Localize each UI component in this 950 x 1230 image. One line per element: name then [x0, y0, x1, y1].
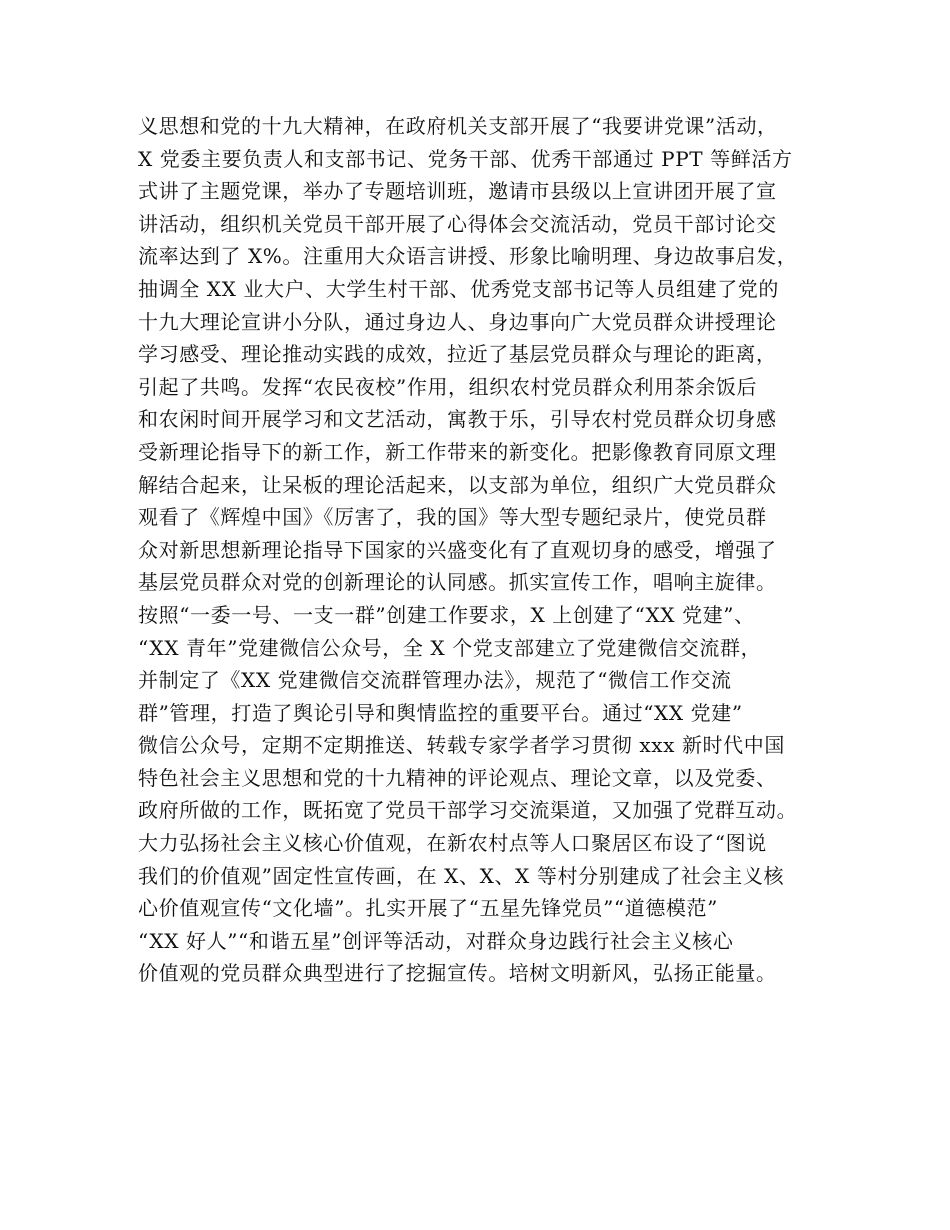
text-line: 按照“一委一号、一支一群”创建工作要求，X 上创建了“XX 党建”、 — [138, 602, 755, 627]
body-paragraph — [138, 110, 838, 990]
text-line: 特色社会主义思想和党的十九精神的评论观点、理论文章，以及党委、 — [138, 765, 777, 790]
text-line: 众对新思想新理论指导下国家的兴盛变化有了直观切身的感受，增强了 — [138, 537, 777, 562]
text-line: 十九大理论宣讲小分队，通过身边人、身边事向广大党员群众讲授理论 — [138, 309, 777, 334]
text-line: 群”管理，打造了舆论引导和舆情监控的重要平台。通过“XX 党建” — [138, 700, 743, 725]
text-line: 微信公众号，定期不定期推送、转载专家学者学习贯彻 xxx 新时代中国 — [138, 733, 785, 758]
text-line: 解结合起来，让呆板的理论活起来，以支部为单位，组织广大党员群众 — [138, 472, 777, 497]
text-line: 和农闲时间开展学习和文艺活动，寓教于乐，引导农村党员群众切身感 — [138, 407, 777, 432]
text-line: 受新理论指导下的新工作，新工作带来的新变化。把影像教育同原文理 — [138, 439, 777, 464]
text-line: 价值观的党员群众典型进行了挖掘宣传。培树文明新风，弘扬正能量。 — [138, 961, 777, 986]
text-line: 我们的价值观”固定性宣传画，在 X、X、X 等村分别建成了社会主义核 — [138, 863, 785, 888]
text-line: 并制定了《XX 党建微信交流群管理办法》，规范了“微信工作交流 — [138, 668, 732, 693]
text-line: 心价值观宣传“文化墙”。扎实开展了“五星先锋党员”“道德模范” — [138, 896, 718, 921]
text-line: “XX 青年”党建微信公众号，全 X 个党支部建立了党建微信交流群， — [138, 635, 762, 660]
text-line: 流率达到了 X%。注重用大众语言讲授、形象比喻明理、身边故事启发， — [138, 244, 798, 269]
text-line: 义思想和党的十九大精神，在政府机关支部开展了“我要讲党课”活动， — [138, 114, 778, 138]
text-line: 式讲了主题党课，举办了专题培训班，邀请市县级以上宣讲团开展了宣 — [138, 179, 777, 204]
text-line: 抽调全 XX 业大户、大学生村干部、优秀党支部书记等人员组建了党的 — [138, 276, 779, 301]
text-line: X 党委主要负责人和支部书记、党务干部、优秀干部通过 PPT 等鲜活方 — [138, 146, 793, 171]
text-line: 大力弘扬社会主义核心价值观，在新农村点等人口聚居区布设了“图说 — [138, 831, 767, 856]
text-line: “XX 好人”“和谐五星”创评等活动，对群众身边践行社会主义核心 — [138, 928, 734, 953]
text-line: 引起了共鸣。发挥“农民夜校”作用，组织农村党员群众利用茶余饭后 — [138, 374, 758, 399]
text-line: 政府所做的工作，既拓宽了党员干部学习交流渠道，又加强了党群互动。 — [138, 798, 798, 823]
text-line: 观看了《辉煌中国》《厉害了，我的国》等大型专题纪录片，使党员群 — [138, 505, 767, 530]
text-line: 讲活动，组织机关党员干部开展了心得体会交流活动，党员干部讨论交 — [138, 211, 777, 236]
text-line: 学习感受、理论推动实践的成效，拉近了基层党员群众与理论的距离， — [138, 342, 777, 367]
text-line: 基层党员群众对党的创新理论的认同感。抓实宣传工作，唱响主旋律。 — [138, 570, 777, 595]
